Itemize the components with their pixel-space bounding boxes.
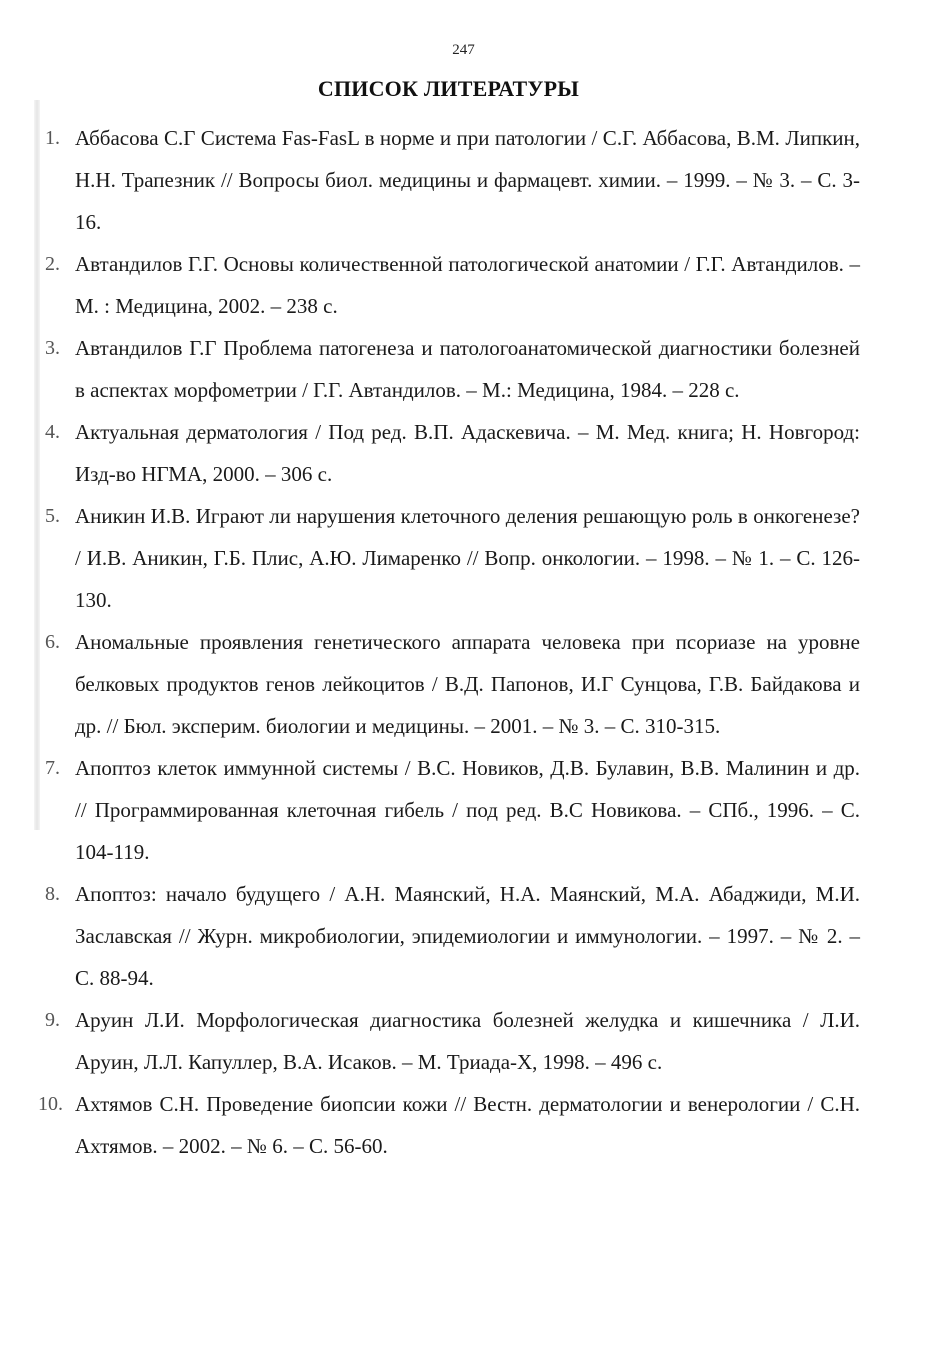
reference-text: Ахтямов С.Н. Проведение биопсии кожи // Вестн. дерматологии и венерологии / С.Н. Ахтямов. – 2002. – № 6. – С. 56-60.: [75, 1092, 860, 1158]
reference-number: 10.: [38, 1093, 63, 1115]
reference-text: Аникин И.В. Играют ли нарушения клеточного деления решающую роль в онкогенезе? / И.В. Аникин, Г.Б. Плис, А.Ю. Лимаренко // Вопр. онкологии. – 1998. – № 1. – С. 126-130.: [75, 504, 860, 612]
reference-number: 7.: [45, 757, 60, 779]
reference-text: Актуальная дерматология / Под ред. В.П. Адаскевича. – М. Мед. книга; Н. Новгород: Изд-во НГМА, 2000. – 306 с.: [75, 420, 860, 486]
reference-number: 3.: [45, 337, 60, 359]
reference-text: Автандилов Г.Г Проблема патогенеза и патологоанатомической диагностики болезней в аспектах морфометрии / Г.Г. Автандилов. – М.: Медицина, 1984. – 228 с.: [75, 336, 860, 402]
reference-text: Автандилов Г.Г. Основы количественной патологической анатомии / Г.Г. Автандилов. – М. : Медицина, 2002. – 238 с.: [75, 252, 860, 318]
reference-item: [34, 327, 860, 411]
reference-item: [34, 1083, 860, 1167]
reference-item: [34, 411, 860, 495]
reference-item: [34, 747, 860, 873]
reference-number: 4.: [45, 421, 60, 443]
reference-number: 6.: [45, 631, 60, 653]
reference-item: [34, 117, 860, 243]
reference-item: [34, 495, 860, 621]
reference-text: Аномальные проявления генетического аппарата человека при псориазе на уровне белковых продуктов генов лейкоцитов / В.Д. Папонов, И.Г Сунцова, Г.В. Байдакова и др. // Бюл. эксперим. биологии и медицины. – 2001. – № 3. – С. 310-315.: [75, 630, 860, 738]
page-number: 247: [452, 42, 475, 58]
reference-number: 1.: [45, 127, 60, 149]
reference-item: [34, 999, 860, 1083]
reference-number: 5.: [45, 505, 60, 527]
page-title: СПИСОК ЛИТЕРАТУРЫ: [317, 76, 580, 101]
reference-text: Аруин Л.И. Морфологическая диагностика болезней желудка и кишечника / Л.И. Аруин, Л.Л. Капуллер, В.А. Исаков. – М. Триада-Х, 1998. – 496 с.: [75, 1008, 860, 1074]
reference-item: [34, 621, 860, 747]
reference-text: Апоптоз: начало будущего / А.Н. Маянский, Н.А. Маянский, М.А. Абаджиди, М.И. Заславская // Журн. микробиологии, эпидемиологии и иммунологии. – 1997. – № 2. – С. 88-94.: [75, 882, 860, 990]
reference-text: Апоптоз клеток иммунной системы / В.С. Новиков, Д.В. Булавин, В.В. Малинин и др. // Программированная клеточная гибель / под ред. В.С Новикова. – СПб., 1996. – С. 104-119.: [75, 756, 860, 864]
reference-text: Аббасова С.Г Система Fas-FasL в норме и при патологии / С.Г. Аббасова, В.М. Липкин, Н.Н. Трапезник // Вопросы биол. медицины и фармацевт. химии. – 1999. – № 3. – С. 3-16.: [75, 126, 860, 234]
reference-item: [34, 873, 860, 999]
reference-number: 9.: [45, 1009, 60, 1031]
reference-item: [34, 243, 860, 327]
reference-number: 8.: [45, 883, 60, 905]
reference-list: [34, 117, 860, 1167]
reference-number: 2.: [45, 253, 60, 275]
